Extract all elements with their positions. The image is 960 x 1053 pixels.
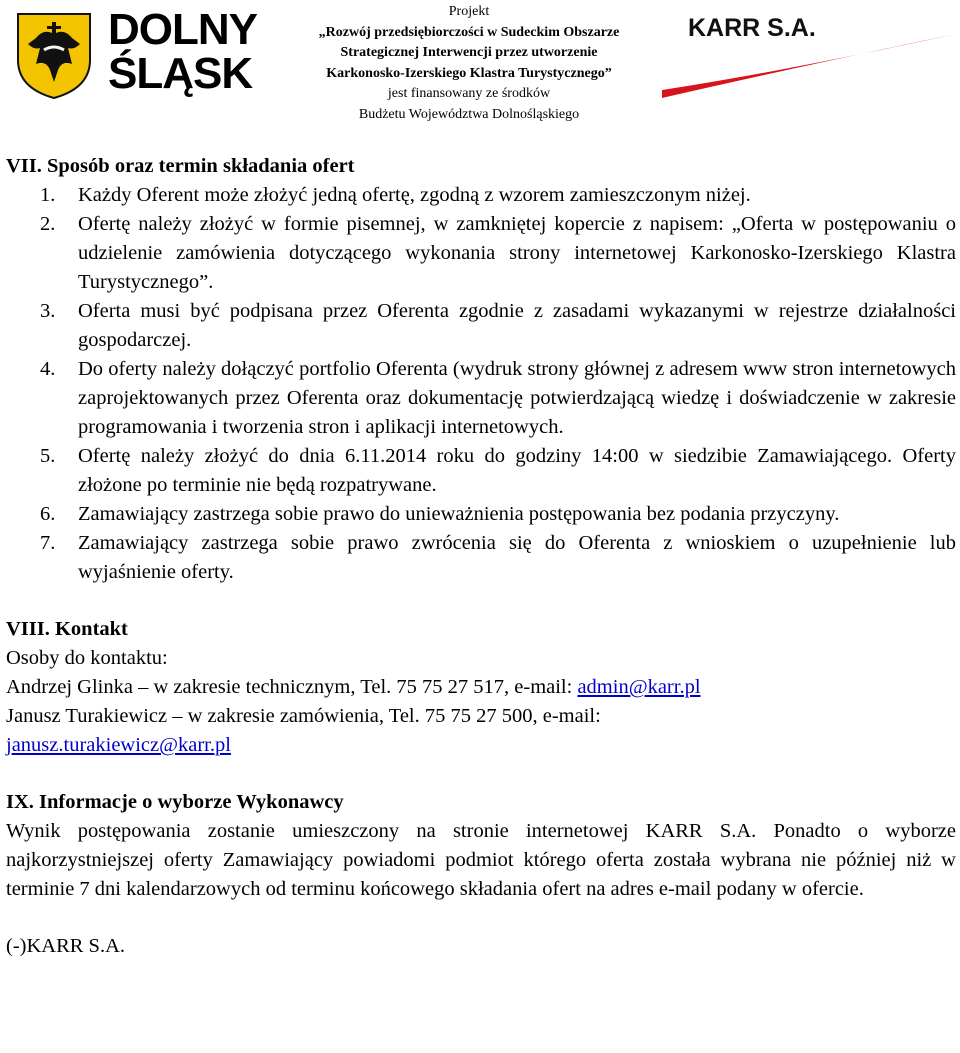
- list-item: [6, 500, 956, 529]
- contact-intro: Osoby do kontaktu:: [6, 647, 168, 669]
- signature: (-)KARR S.A.: [6, 935, 126, 957]
- project-line: jest finansowany ze środków: [387, 86, 551, 101]
- list-item: [6, 210, 956, 297]
- item-text: Zamawiający zastrzega sobie prawo do unieważnienia postępowania bez podania przyczyny.: [78, 503, 840, 525]
- list-item: [6, 442, 956, 500]
- section-heading-vii: VII. Sposób oraz termin składania ofert: [6, 155, 355, 177]
- project-line: Karkonosko-Izerskiego Klastra Turystycznego”: [326, 65, 612, 81]
- item-text: Zamawiający zastrzega sobie prawo zwrócenia się do Oferenta z wnioskiem o uzupełnienie lub wyjaśnienie oferty.: [78, 532, 956, 583]
- project-line: „Rozwój przedsiębiorczości w Sudeckim Obszarze: [318, 24, 620, 40]
- list-item: [6, 529, 956, 587]
- item-text: Każdy Oferent może złożyć jedną ofertę, zgodną z wzorem zamieszczonym niżej.: [78, 184, 751, 206]
- spacer: [6, 904, 956, 932]
- item-text: Ofertę należy złożyć do dnia 6.11.2014 roku do godziny 14:00 w siedzibie Zamawiającego. Oferty złożone po terminie nie będą rozpatrywane.: [78, 445, 956, 496]
- item-text: Ofertę należy złożyć w formie pisemnej, w zamkniętej kopercie z napisem: „Oferta w postępowaniu o udzielenie zamówienia dotyczącego wykonania strony internetowej Karkonosko-Izerskiego Klastra Turystycznego”.: [78, 213, 956, 293]
- item-number: 3.: [40, 300, 56, 322]
- item-number: 4.: [40, 358, 56, 380]
- section-heading-ix: IX. Informacje o wyborze Wykonawcy: [6, 791, 344, 813]
- project-funding-note: [300, 2, 638, 125]
- project-line: Strategicznej Interwencji przez utworzenie: [340, 45, 598, 60]
- contact-order: Janusz Turakiewicz – w zakresie zamówienia, Tel. 75 75 27 500, e-mail:: [6, 705, 601, 727]
- karr-logo-text: KARR S.A.: [688, 14, 816, 42]
- item-number: 1.: [40, 184, 56, 206]
- list-item: [6, 181, 956, 210]
- lower-silesia-crest-icon: [14, 10, 94, 100]
- item-number: 7.: [40, 532, 56, 554]
- logo-line-1: DOLNY: [108, 5, 257, 54]
- email-link-turakiewicz[interactable]: janusz.turakiewicz@karr.pl: [6, 734, 231, 756]
- submission-rules-list: [6, 181, 956, 587]
- dolny-slask-logo: [108, 5, 288, 100]
- email-link-admin[interactable]: admin@karr.pl: [577, 676, 701, 698]
- project-line: Budżetu Województwa Dolnośląskiego: [358, 106, 580, 122]
- item-number: 5.: [40, 445, 56, 467]
- spacer: [6, 760, 956, 788]
- list-item: [6, 355, 956, 442]
- item-text: Oferta musi być podpisana przez Oferenta zgodnie z zasadami wykazanymi w rejestrze działalności gospodarczej.: [78, 300, 956, 351]
- contact-technical-text: Andrzej Glinka – w zakresie technicznym, Tel. 75 75 27 517, e-mail:: [6, 676, 578, 698]
- logo-line-2: ŚLĄSK: [108, 49, 253, 98]
- document-body: [6, 152, 956, 961]
- spacer: [6, 587, 956, 615]
- karr-logo: [660, 10, 960, 100]
- item-text: Do oferty należy dołączyć portfolio Oferenta (wydruk strony głównej z adresem www stron internetowych zaprojektowanych przez Oferenta oraz dokumentację potwierdzającą wiedzę i doświadczenie w zakresie programowania i tworzenia stron i aplikacji internetowych.: [78, 358, 956, 438]
- page-header: [0, 0, 960, 125]
- list-item: [6, 297, 956, 355]
- project-line: Projekt: [448, 4, 490, 19]
- contractor-selection-paragraph: Wynik postępowania zostanie umieszczony na stronie internetowej KARR S.A. Ponadto o wyborze najkorzystniejszej oferty Zamawiający powiadomi podmiot którego oferta została wybrana nie później niż w terminie 7 dni kalendarzowych od terminu końcowego składania ofert na adres e-mail podany w ofercie.: [6, 820, 956, 900]
- contact-technical: [6, 673, 956, 702]
- item-number: 2.: [40, 213, 56, 235]
- section-heading-viii: VIII. Kontakt: [6, 618, 128, 640]
- item-number: 6.: [40, 503, 56, 525]
